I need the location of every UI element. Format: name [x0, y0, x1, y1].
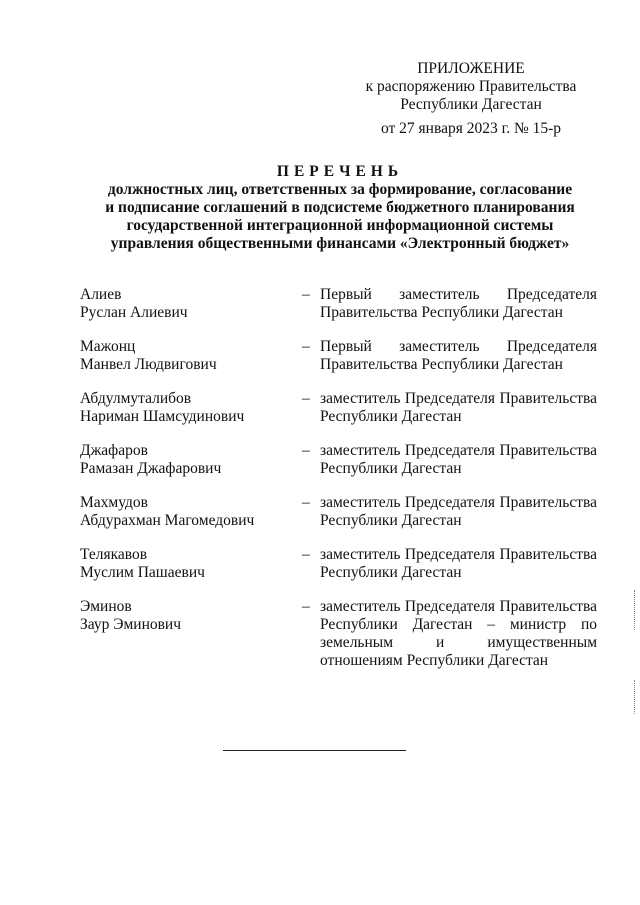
- official-name: [80, 390, 290, 426]
- appendix-title: ПРИЛОЖЕНИЕ: [417, 60, 525, 77]
- official-surname: Махмудов: [80, 494, 148, 511]
- official-surname: Абдулмуталибов: [80, 390, 192, 407]
- title-line: управления общественными финансами «Электронный бюджет»: [110, 235, 570, 252]
- official-name: [80, 598, 290, 634]
- official-name: [80, 286, 290, 322]
- appendix-header: [340, 60, 602, 114]
- dash-separator: –: [302, 390, 310, 407]
- official-position: заместитель Председателя Правительства Республики Дагестан: [320, 546, 597, 581]
- official-surname: Алиев: [80, 286, 122, 303]
- dash-separator: –: [302, 546, 310, 563]
- official-name: [80, 338, 290, 374]
- official-given-names: Абдурахман Магомедович: [80, 512, 255, 529]
- official-given-names: Муслим Пашаевич: [80, 564, 205, 581]
- official-position: Первый заместитель Председателя Правительства Республики Дагестан: [320, 286, 597, 321]
- official-position: заместитель Председателя Правительства Республики Дагестан: [320, 390, 597, 425]
- dash-separator: –: [302, 338, 310, 355]
- official-given-names: Нариман Шамсудинович: [80, 408, 245, 425]
- official-surname: Телякавов: [80, 546, 148, 563]
- official-surname: Эминов: [80, 598, 132, 615]
- official-position: заместитель Председателя Правительства Республики Дагестан – министр по земельным и имущественным отношениям Республики Дагестан: [320, 598, 597, 669]
- official-given-names: Руслан Алиевич: [80, 304, 188, 321]
- official-surname: Джафаров: [80, 442, 148, 459]
- dash-separator: –: [302, 442, 310, 459]
- dash-separator: –: [302, 598, 310, 615]
- official-surname: Мажонц: [80, 338, 136, 355]
- appendix-order-line: к распоряжению Правительства: [365, 78, 577, 95]
- dash-separator: –: [302, 494, 310, 511]
- document-title: [80, 163, 600, 253]
- appendix-date-number: от 27 января 2023 г. № 15-р: [380, 120, 562, 137]
- official-given-names: Заур Эминович: [80, 616, 182, 633]
- title-line: государственной интеграционной информационной системы: [126, 217, 554, 234]
- closing-rule: [223, 750, 406, 751]
- official-name: [80, 546, 290, 582]
- appendix-republic-line: Республики Дагестан: [400, 96, 542, 113]
- official-position: заместитель Председателя Правительства Республики Дагестан: [320, 442, 597, 477]
- official-name: [80, 494, 290, 530]
- official-position: Первый заместитель Председателя Правительства Республики Дагестан: [320, 338, 597, 373]
- official-position: заместитель Председателя Правительства Республики Дагестан: [320, 494, 597, 529]
- scan-edge-mark: [634, 590, 635, 630]
- title-line: и подписание соглашений в подсистеме бюджетного планирования: [105, 199, 575, 216]
- dash-separator: –: [302, 286, 310, 303]
- title-heading: ПЕРЕЧЕНЬ: [276, 163, 404, 180]
- official-name: [80, 442, 290, 478]
- title-line: должностных лиц, ответственных за формирование, согласование: [107, 181, 573, 198]
- scan-edge-mark: [634, 680, 635, 714]
- official-given-names: Манвел Людвигович: [80, 356, 217, 373]
- official-given-names: Рамазан Джафарович: [80, 460, 222, 477]
